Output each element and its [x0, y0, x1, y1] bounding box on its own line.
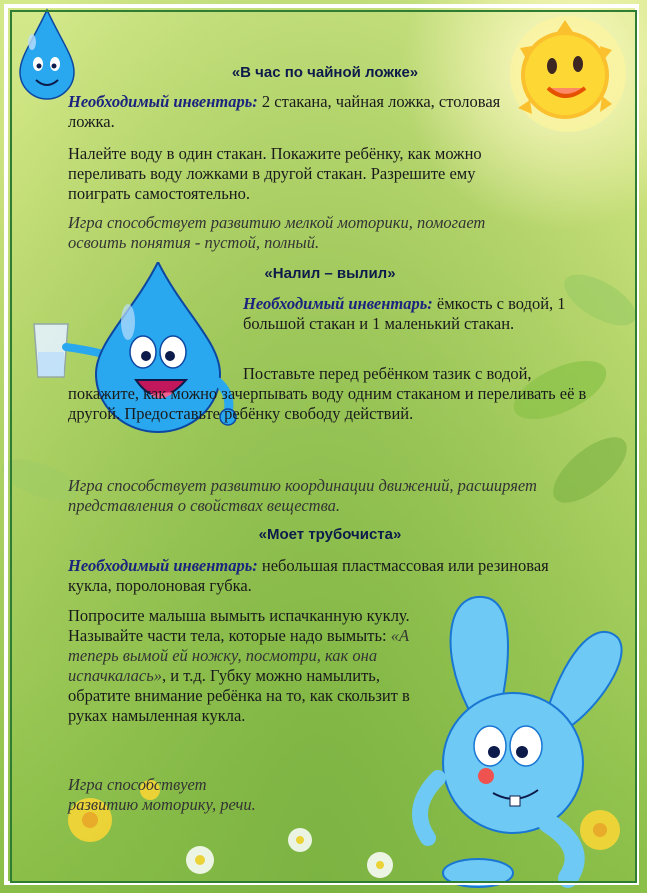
section-1-inventory: [68, 92, 548, 132]
section-2-inventory: [243, 294, 573, 334]
section-3-instructions-end: , и т.д. Губку можно намылить, обратите внимание ребёнка на то, как скользит в руках намыленная кукла.: [68, 666, 410, 725]
water-drop-icon: [12, 2, 82, 102]
section-2-instructions-text: Поставьте перед ребёнком тазик с водой, покажите, как можно зачерпывать воду одним стаканом и переливать её в другой. Предоставьте ребёнку свободу действий.: [68, 364, 587, 423]
section-3-instructions-start: Попросите малыша вымыть испачканную куклу. Называйте части тела, которые надо вымыть:: [68, 606, 410, 645]
section-3-instructions-quote: «А теперь вымой ей ножку, посмотри, как она испачкалась»: [68, 626, 410, 685]
section-3-instructions: [68, 606, 413, 726]
section-2-note-text: Игра способствует развитию координации движений, расширяет представления о свойствах вещества.: [68, 476, 537, 515]
section-2-inventory-label: Необходимый инвентарь:: [243, 294, 433, 313]
section-3-inventory-text: небольшая пластмассовая или резиновая кукла, поролоновая губка.: [68, 556, 549, 595]
bunny-character-icon: [398, 578, 638, 888]
section-2-instructions: [68, 364, 588, 424]
section-1-inventory-text: 2 стакана, чайная ложка, столовая ложка.: [68, 92, 501, 131]
section-1-inventory-label: Необходимый инвентарь:: [68, 92, 258, 111]
section-1-instructions-text: Налейте воду в один стакан. Покажите ребёнку, как можно переливать воду ложками в другой стакан. Разрешите ему поиграть самостоятельно.: [68, 144, 482, 203]
section-2-inventory-text: ёмкость с водой, 1 большой стакан и 1 маленький стакан.: [243, 294, 566, 333]
section-1-title: «В час по чайной ложке»: [231, 64, 419, 81]
section-3-note: [68, 775, 268, 815]
section-2-note: [68, 476, 558, 516]
section-3-inventory-label: Необходимый инвентарь:: [68, 556, 258, 575]
section-3-note-text: Игра способствует развитию моторику, речи.: [68, 775, 256, 814]
section-1-instructions: [68, 144, 538, 204]
section-1-note-text: Игра способствует развитию мелкой моторики, помогает освоить понятия - пустой, полный.: [68, 213, 486, 252]
section-1-note: [68, 213, 508, 253]
section-3-title: «Моет трубочиста»: [258, 526, 402, 543]
section-3-inventory: [68, 556, 588, 596]
section-2-title: «Налил – вылил»: [264, 265, 396, 282]
